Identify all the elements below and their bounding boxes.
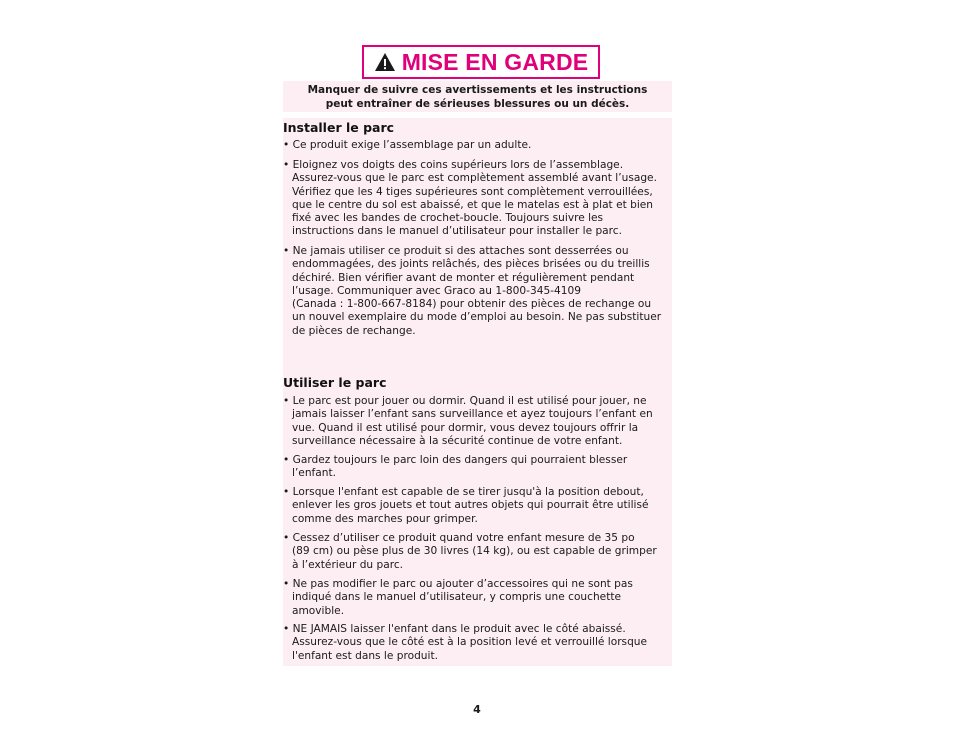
bullet-line: • Eloignez vos doigts des coins supérieurs lors de l’assemblage. bbox=[283, 159, 624, 171]
bullet-line: amovible. bbox=[292, 604, 345, 617]
section-heading-utiliser: Utiliser le parc bbox=[283, 375, 387, 390]
bullet-line: Vérifiez que les 4 tiges supérieures sont complètement verrouillées, bbox=[292, 185, 653, 198]
page-number: 4 bbox=[473, 703, 481, 716]
bullet-line: vue. Quand il est utilisé pour dormir, vous devez toujours offrir la bbox=[292, 421, 639, 434]
bullet-item bbox=[283, 395, 669, 448]
bullet-line: • NE JAMAIS laisser l'enfant dans le produit avec le côté abaissé. bbox=[283, 623, 626, 635]
bullet-line: (89 cm) ou pèse plus de 30 livres (14 kg), ou est capable de grimper bbox=[292, 545, 657, 558]
bullet-line: indiqué dans le manuel d’utilisateur, y compris une couchette bbox=[292, 591, 622, 604]
bullet-line: l’usage. Communiquer avec Graco au 1-800-345-4109 bbox=[292, 284, 581, 297]
bullet-line: enlever les gros jouets et tout autres objets qui pourrait être utilisé bbox=[292, 499, 649, 512]
bullet-item bbox=[283, 532, 669, 572]
intro-line: Manquer de suivre ces avertissements et les instructions bbox=[307, 83, 648, 96]
bullet-line: • Gardez toujours le parc loin des dangers qui pourraient blesser bbox=[283, 454, 628, 466]
bullet-line: comme des marches pour grimper. bbox=[292, 512, 478, 525]
bullet-line: • Ne jamais utiliser ce produit si des attaches sont desserrées ou bbox=[283, 245, 629, 257]
bullet-item bbox=[283, 245, 669, 338]
bullet-line: fixé avec les bandes de crochet-boucle. Toujours suivre les bbox=[292, 212, 604, 225]
section-heading-installer: Installer le parc bbox=[283, 120, 395, 135]
bullet-line: déchiré. Bien vérifier avant de monter et régulièrement pendant bbox=[292, 271, 635, 284]
bullet-item bbox=[283, 159, 669, 239]
bullet-line: un nouvel exemplaire du mode d’emploi au besoin. Ne pas substituer bbox=[292, 311, 662, 324]
bullet-line: que le centre du sol est abaissé, et que le matelas est à plat et bien bbox=[292, 198, 654, 211]
warning-banner bbox=[362, 45, 600, 79]
bullet-line: Assurez-vous que le parc est complètement assemblé avant l’usage. bbox=[292, 172, 657, 185]
intro-line: peut entraîner de sérieuses blessures ou un décès. bbox=[325, 97, 630, 110]
warning-triangle-icon bbox=[374, 52, 396, 72]
bullet-line: l'enfant est dans le produit. bbox=[292, 649, 438, 662]
bullet-line: (Canada : 1-800-667-8184) pour obtenir des pièces de rechange ou bbox=[292, 298, 652, 311]
bullet-line: surveillance nécessaire à la sécurité continue de votre enfant. bbox=[292, 434, 623, 447]
bullet-line: Assurez-vous que le côté est à la position levé et verrouillé lorsque bbox=[292, 636, 648, 649]
bullet-line: endommagées, des joints relâchés, des pièces brisées ou du treillis bbox=[292, 258, 650, 271]
bullet-item bbox=[283, 623, 669, 663]
bullet-line: l’enfant. bbox=[292, 467, 336, 480]
bullet-line: • Le parc est pour jouer ou dormir. Quand il est utilisé pour jouer, ne bbox=[283, 395, 647, 407]
bullet-line: • Ne pas modifier le parc ou ajouter d’accessoires qui ne sont pas bbox=[283, 578, 633, 590]
instructions-panel bbox=[283, 118, 672, 666]
bullet-line: instructions dans le manuel d’utilisateur pour installer le parc. bbox=[292, 225, 622, 238]
bullet-item bbox=[283, 578, 669, 618]
warning-title: MISE EN GARDE bbox=[401, 48, 589, 75]
bullet-line: de pièces de rechange. bbox=[292, 324, 416, 337]
bullet-line: • Lorsque l'enfant est capable de se tirer jusqu'à la position debout, bbox=[283, 486, 644, 498]
bullet-line: • Ce produit exige l’assemblage par un adulte. bbox=[283, 139, 532, 151]
warning-intro bbox=[283, 81, 672, 112]
bullet-item bbox=[283, 454, 669, 481]
bullet-line: • Cessez d’utiliser ce produit quand votre enfant mesure de 35 po bbox=[283, 532, 635, 544]
bullet-item bbox=[283, 486, 669, 526]
bullet-line: jamais laisser l’enfant sans surveillance et ayez toujours l’enfant en bbox=[292, 408, 653, 421]
bullet-line: à l’extérieur du parc. bbox=[292, 558, 404, 571]
bullet-item bbox=[283, 139, 669, 152]
